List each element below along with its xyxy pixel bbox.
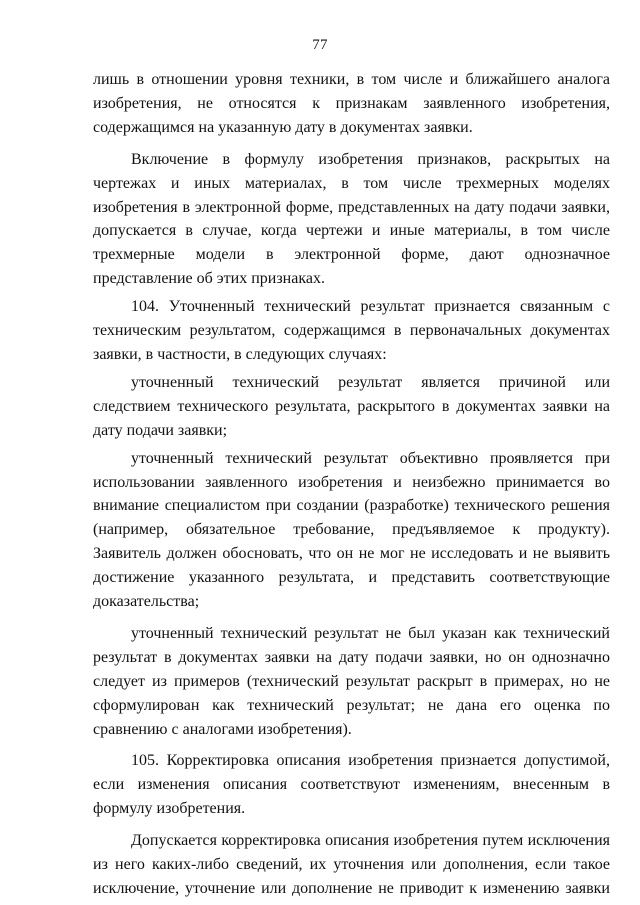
paragraph-case-cause: уточненный технический результат является причиной или следствием технического результата, раскрытого в документах заявки на дату подачи заявки; bbox=[93, 373, 610, 439]
paragraph-case-examples: уточненный технический результат не был указан как технический результат в документах заявки на дату подачи заявки, но он однозначно следует из примеров (технический результат раскрыт в примерах, но не сформулирован как технический результат; не дана его оценка по сравнению с аналогами изобретения). bbox=[93, 624, 610, 738]
page-number: 77 bbox=[312, 37, 328, 53]
paragraph-drawings-inclusion: Включение в формулу изобретения признаков, раскрытых на чертежах и иных материалах, в том числе трехмерных моделях изобретения в электронной форме, представленных на дату подачи заявки, допускается в случае, когда чертежи и иные материалы, в том числе трехмерные модели в электронной форме, дают однозначное представление об этих признаках. bbox=[93, 150, 610, 288]
paragraph-continuation: лишь в отношении уровня техники, в том числе и ближайшего аналога изобретения, не относятся к признакам заявленного изобретения, содержащимся на указанную дату в документах заявки. bbox=[93, 71, 610, 136]
paragraph-case-objective: уточненный технический результат объективно проявляется при использовании заявленного изобретения и неизбежно принимается во внимание специалистом при создании (разработке) технического решения (например, обязательное требование, предъявляемое к продукту). Заявитель должен обосновать, что он не мог не исследовать и не выявить достижение указанного результата, и представить соответствующие доказательства; bbox=[93, 449, 610, 611]
paragraph-105: 105. Корректировка описания изобретения признается допустимой, если изменения описания соответствуют изменениям, внесенным в формулу изобретения. bbox=[93, 752, 610, 818]
paragraph-104: 104. Уточненный технический результат признается связанным с техническим результатом, содержащимся в первоначальных документах заявки, в частности, в следующих случаях: bbox=[93, 298, 610, 363]
document-body bbox=[93, 68, 610, 901]
paragraph-correction: Допускается корректировка описания изобретения путем исключения из него каких-либо сведений, их уточнения или дополнения, если такое исключение, уточнение или дополнение не приводит к изменению заявки bbox=[93, 832, 610, 897]
